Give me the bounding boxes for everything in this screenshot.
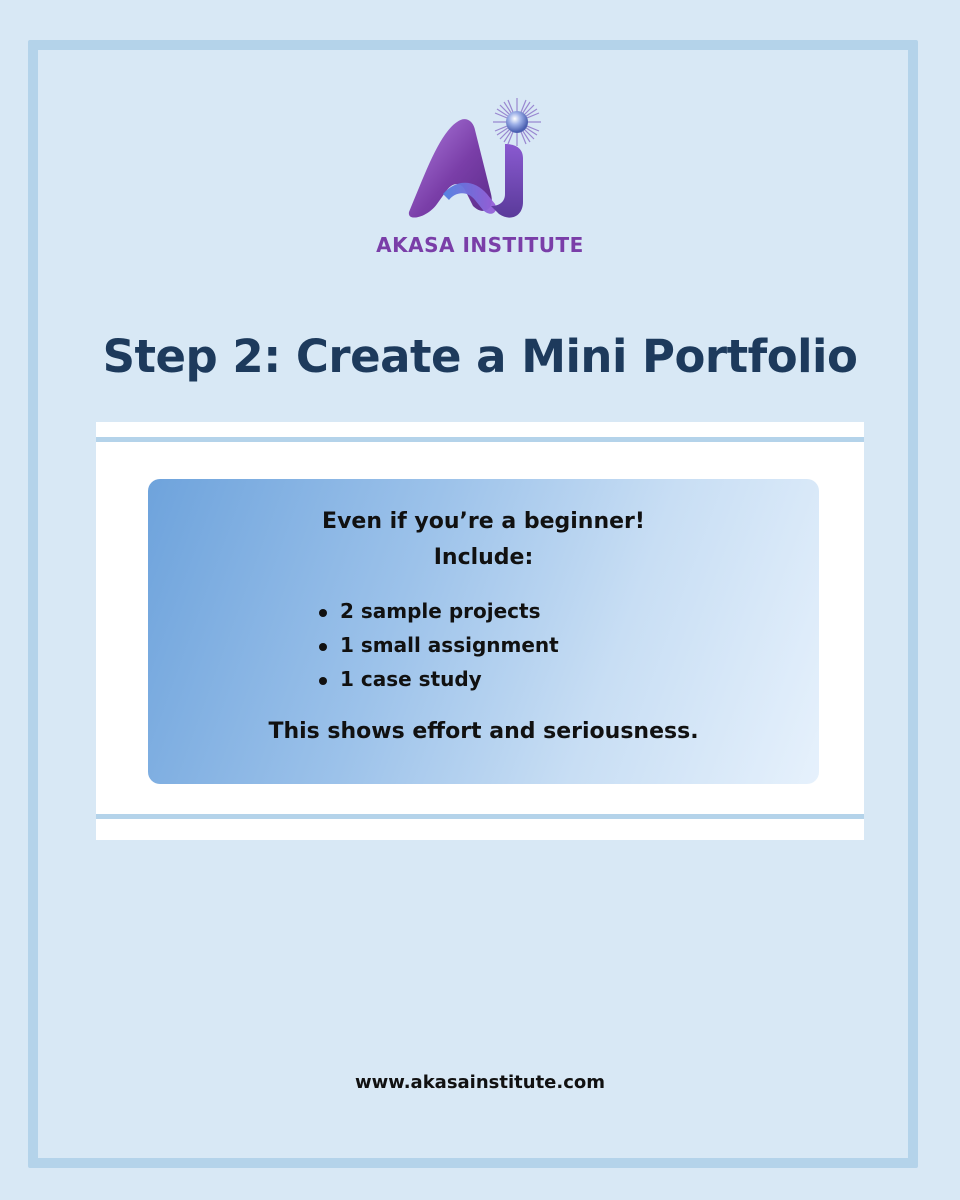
list-item xyxy=(316,633,559,667)
card-closing: This shows effort and seriousness. xyxy=(268,719,699,744)
bullet-icon xyxy=(319,609,327,617)
info-card xyxy=(148,479,819,784)
content-panel xyxy=(96,422,864,840)
list-item-label: 2 sample projects xyxy=(340,599,541,623)
list-item-label: 1 small assignment xyxy=(340,633,559,657)
website-link[interactable]: www.akasainstitute.com xyxy=(354,1072,606,1093)
card-intro: Even if you’re a beginner! xyxy=(322,509,645,534)
page-title: Step 2: Create a Mini Portfolio xyxy=(102,330,858,383)
brand-name: AKASA INSTITUTE xyxy=(376,233,584,257)
panel-bottom-rule xyxy=(96,814,864,819)
akasa-ai-logo-icon xyxy=(395,94,555,234)
include-list xyxy=(316,599,559,701)
bullet-icon xyxy=(319,677,327,685)
bullet-icon xyxy=(319,643,327,651)
list-item xyxy=(316,599,559,633)
panel-top-rule xyxy=(96,437,864,442)
card-include-label: Include: xyxy=(433,545,534,570)
list-item xyxy=(316,667,559,701)
list-item-label: 1 case study xyxy=(340,667,482,691)
logo-block xyxy=(0,94,960,264)
